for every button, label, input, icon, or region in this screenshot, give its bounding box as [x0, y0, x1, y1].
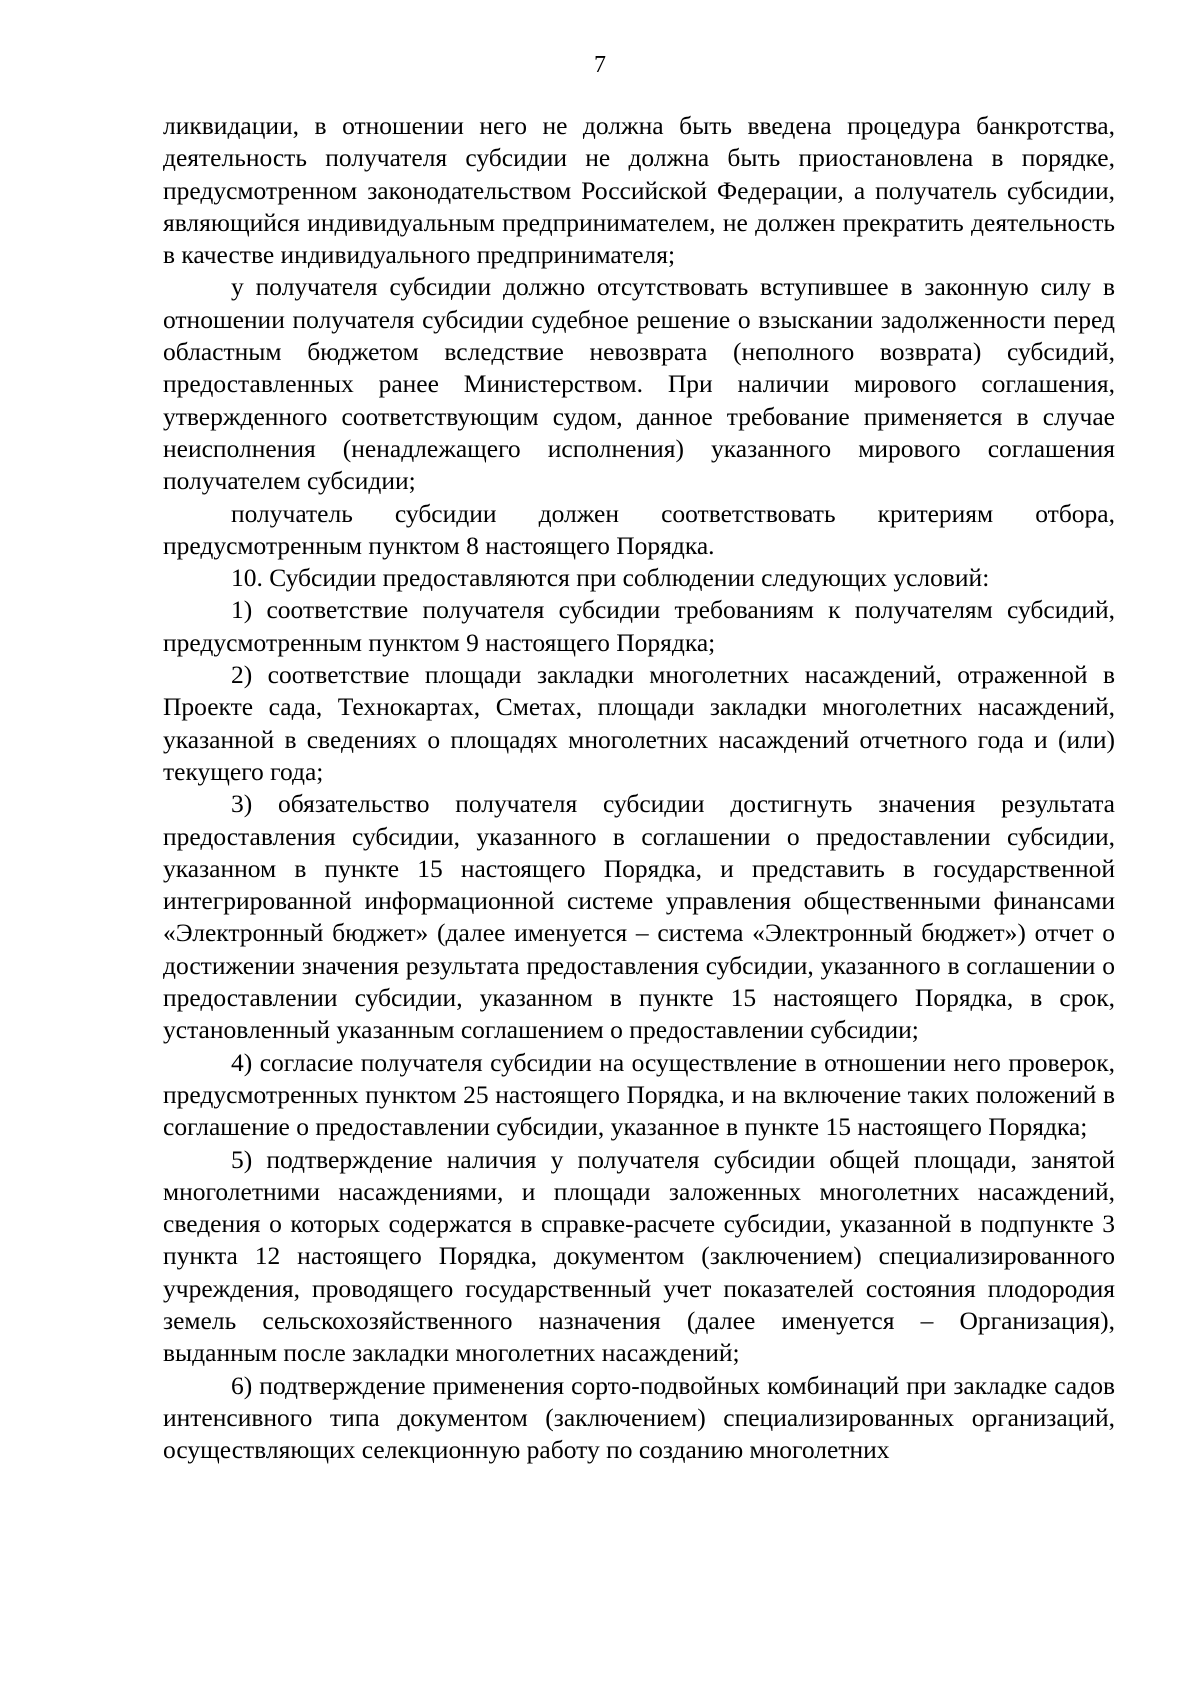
paragraph-condition-4: 4) согласие получателя субсидии на осуществление в отношении него проверок, предусмотренных пунктом 25 настоящего Порядка, и на включение таких положений в соглашение о предоставлении субсидии, указанное в пункте 15 настоящего Порядка; — [163, 1047, 1115, 1142]
document-body — [163, 110, 1115, 1466]
paragraph-condition-6: 6) подтверждение применения сорто-подвойных комбинаций при закладке садов интенсивного типа документом (заключением) специализированных организаций, осуществляющих селекционную работу по созданию многолетних — [163, 1370, 1115, 1465]
paragraph-item-10-conditions: 10. Субсидии предоставляются при соблюдении следующих условий: — [231, 563, 990, 593]
paragraph-liquidation-continuation: ликвидации, в отношении него не должна быть введена процедура банкротства, деятельность получателя субсидии не должна быть приостановлена в порядке, предусмотренном законодательством Российской Федерации, а получатель субсидии, являющийся индивидуальным предпринимателем, не должен прекратить деятельность в качестве индивидуального предпринимателя; — [163, 111, 1115, 270]
paragraph-court-decision-requirement: у получателя субсидии должно отсутствовать вступившее в законную силу в отношении получателя субсидии судебное решение о взыскании задолженности перед областным бюджетом вследствие невозврата (неполного возврата) субсидий, предоставленных ранее Министерством. При наличии мирового соглашения, утвержденного соответствующим судом, данное требование применяется в случае неисполнения (ненадлежащего исполнения) указанного мирового соглашения получателем субсидии; — [163, 272, 1115, 496]
paragraph-selection-criteria: получатель субсидии должен соответствовать критериям отбора, предусмотренным пунктом 8 настоящего Порядка. — [163, 498, 1115, 560]
paragraph-condition-3: 3) обязательство получателя субсидии достигнуть значения результата предоставления субсидии, указанного в соглашении о предоставлении субсидии, указанном в пункте 15 настоящего Порядка, и представить в государственной интегрированной информационной системе управления общественными финансами «Электронный бюджет» (далее именуется – система «Электронный бюджет») отчет о достижении значения результата предоставления субсидии, указанного в соглашении о предоставлении субсидии, указанном в пункте 15 настоящего Порядка, в срок, установленный указанным соглашением о предоставлении субсидии; — [163, 789, 1115, 1045]
paragraph-condition-1: 1) соответствие получателя субсидии требованиям к получателям субсидий, предусмотренным пунктом 9 настоящего Порядка; — [163, 595, 1115, 657]
paragraph-condition-5: 5) подтверждение наличия у получателя субсидии общей площади, занятой многолетними насаждениями, и площади заложенных многолетних насаждений, сведения о которых содержатся в справке-расчете субсидии, указанной в подпункте 3 пункта 12 настоящего Порядка, документом (заключением) специализированного учреждения, проводящего государственный учет показателей состояния плодородия земель сельскохозяйственного назначения (далее именуется – Организация), выданным после закладки многолетних насаждений; — [163, 1144, 1115, 1368]
page-number: 7 — [594, 52, 606, 78]
paragraph-condition-2: 2) соответствие площади закладки многолетних насаждений, отраженной в Проекте сада, Технокартах, Сметах, площади закладки многолетних насаждений, указанной в сведениях о площадях многолетних насаждений отчетного года и (или) текущего года; — [163, 660, 1115, 786]
